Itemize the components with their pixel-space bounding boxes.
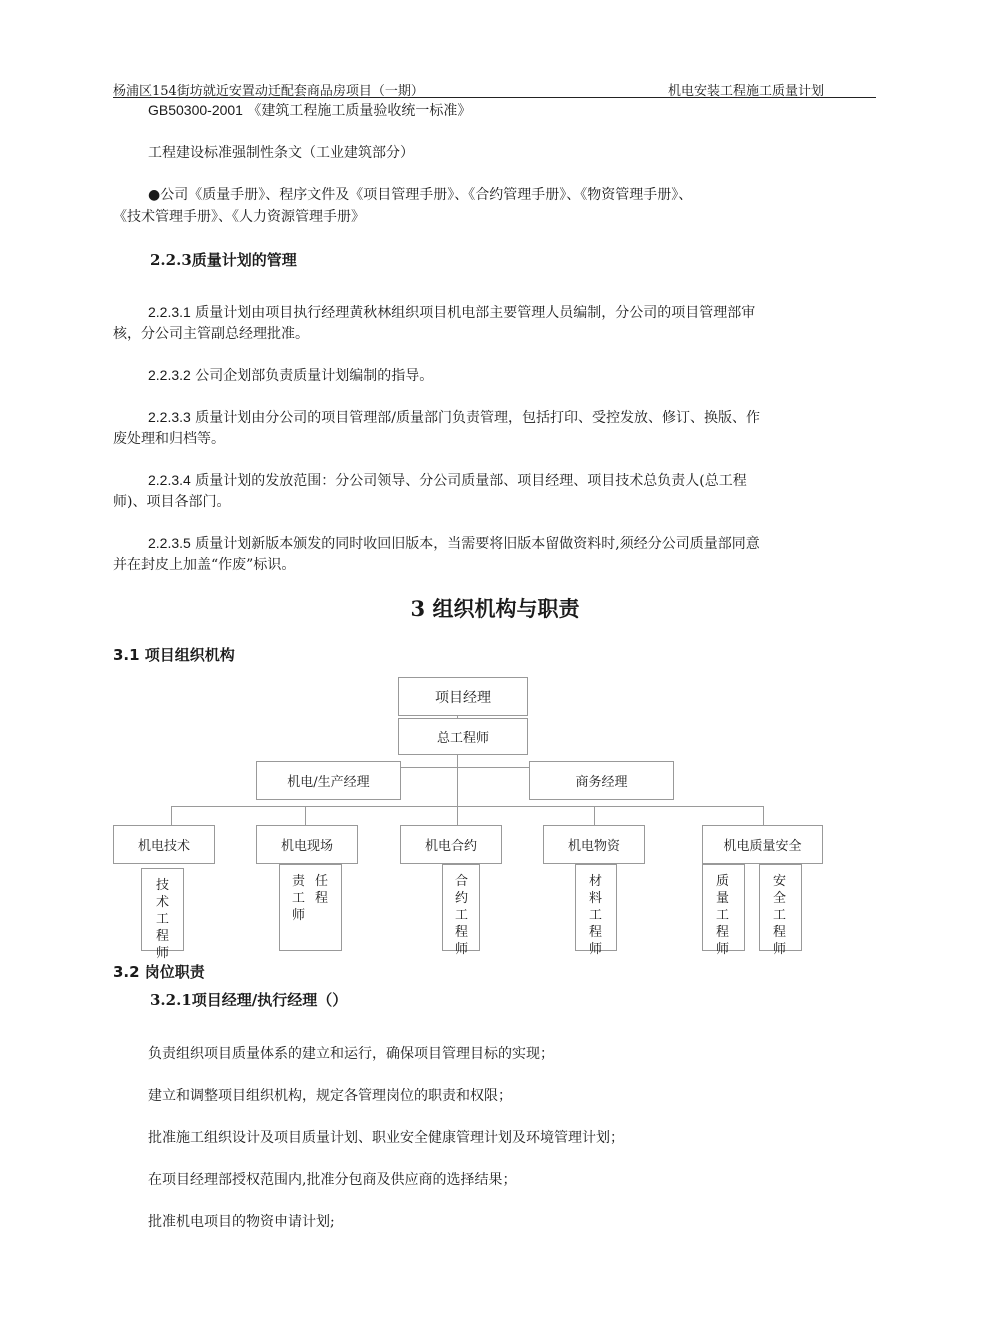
standard-code: GB50300-2001 (148, 102, 243, 118)
org-box-role-contract-engineer (442, 864, 480, 957)
role-label-col1: 责工师 (291, 874, 305, 923)
manuals-line-1: ●公司《质量手册》、程序文件及《项目管理手册》、《合约管理手册》、《物资管理手册》、 (148, 187, 693, 203)
org-box-me-production-manager: 机电/生产经理 (256, 761, 401, 800)
item-number: 2.2.3.5 (148, 535, 191, 551)
standard-gb50300 (148, 99, 471, 122)
item-2-2-3-4 (148, 469, 747, 492)
duty-item: 批准机电项目的物资申请计划; (148, 1214, 335, 1230)
item-number: 2.2.3.3 (148, 409, 191, 425)
role-label: 质量工程师 (715, 874, 729, 957)
org-box-role-material-engineer (575, 864, 617, 957)
duty-item: 负责组织项目质量体系的建立和运行，确保项目管理目标的实现； (148, 1046, 554, 1062)
role-label-col2: 任程 (314, 874, 328, 906)
org-box-dept-quality-safety: 机电质量安全 (702, 825, 823, 864)
manuals-line-2: 《技术管理手册》、《人力资源管理手册》 (113, 209, 365, 225)
chapter-3-title: 3 组织机构与职责 (410, 596, 580, 621)
org-line-drop-material (594, 806, 595, 826)
item-2-2-3-3 (148, 406, 760, 429)
item-2-2-3-3-cont: 废处理和归档等。 (113, 431, 225, 447)
org-box-role-site-engineer (279, 864, 342, 951)
item-2-2-3-1 (148, 301, 755, 324)
item-text: 质量计划的发放范围：分公司领导、分公司质量部、项目经理、项目技术总负责人(总工程 (195, 473, 747, 489)
header-project-name: 杨浦区154街坊就近安置动迁配套商品房项目（一期） (113, 84, 424, 99)
org-line-departments-horizontal (171, 806, 763, 807)
role-label: 合约工程师 (454, 874, 468, 957)
org-line-managers-horizontal (400, 767, 530, 768)
org-box-project-manager: 项目经理 (398, 677, 528, 716)
item-2-2-3-5 (148, 532, 760, 555)
org-box-dept-tech: 机电技术 (113, 825, 215, 864)
section-3-2-1-title: 3.2.1项目经理/执行经理（） (150, 991, 348, 1009)
item-number: 2.2.3.4 (148, 472, 191, 488)
org-line-drop-site (305, 806, 306, 826)
section-3-2-title: 3.2 岗位职责 (113, 963, 205, 981)
org-line-drop-tech (171, 806, 172, 826)
item-2-2-3-5-cont: 并在封皮上加盖“作废”标识。 (113, 557, 296, 573)
org-box-dept-contract: 机电合约 (400, 825, 502, 864)
item-text: 质量计划新版本颁发的同时收回旧版本，当需要将旧版本留做资料时,须经分公司质量部同意 (195, 536, 760, 552)
standard-title: 《建筑工程施工质量验收统一标准》 (247, 103, 472, 119)
org-box-dept-site: 机电现场 (256, 825, 358, 864)
section-2-2-3-title: 2.2.3质量计划的管理 (150, 251, 297, 269)
header-rule (113, 97, 876, 98)
org-box-dept-material: 机电物资 (543, 825, 645, 864)
item-text: 公司企划部负责质量计划编制的指导。 (195, 368, 434, 384)
item-text: 质量计划由分公司的项目管理部/质量部门负责管理，包括打印、受控发放、修订、换版、作 (195, 410, 760, 426)
duty-item: 在项目经理部授权范围内,批准分包商及供应商的选择结果； (148, 1172, 517, 1188)
item-number: 2.2.3.2 (148, 367, 191, 383)
role-label: 安全工程师 (772, 874, 786, 957)
org-box-role-tech-engineer (141, 868, 184, 961)
section-3-1-title: 3.1 项目组织机构 (113, 646, 235, 664)
duty-item: 批准施工组织设计及项目质量计划、职业安全健康管理计划及环境管理计划； (148, 1130, 624, 1146)
org-box-role-quality-engineer (702, 864, 745, 957)
header-doc-title: 机电安装工程施工质量计划 (668, 84, 825, 99)
item-number: 2.2.3.1 (148, 304, 191, 320)
org-box-chief-engineer: 总工程师 (398, 718, 528, 755)
item-2-2-3-4-cont: 师)、项目各部门。 (113, 494, 231, 510)
org-line-drop-quality (763, 806, 764, 826)
duty-item: 建立和调整项目组织机构，规定各管理岗位的职责和权限； (148, 1088, 512, 1104)
item-2-2-3-2 (148, 364, 433, 387)
role-label: 技术工程师 (155, 878, 169, 961)
item-2-2-3-1-cont: 核，分公司主管副总经理批准。 (113, 326, 309, 342)
standard-mandatory: 工程建设标准强制性条文（工业建筑部分） (148, 145, 414, 161)
role-label: 材料工程师 (588, 874, 602, 957)
org-box-role-safety-engineer (759, 864, 802, 957)
item-text: 质量计划由项目执行经理黄秋林组织项目机电部主要管理人员编制，分公司的项目管理部审 (195, 305, 756, 321)
org-box-business-manager: 商务经理 (529, 761, 674, 800)
